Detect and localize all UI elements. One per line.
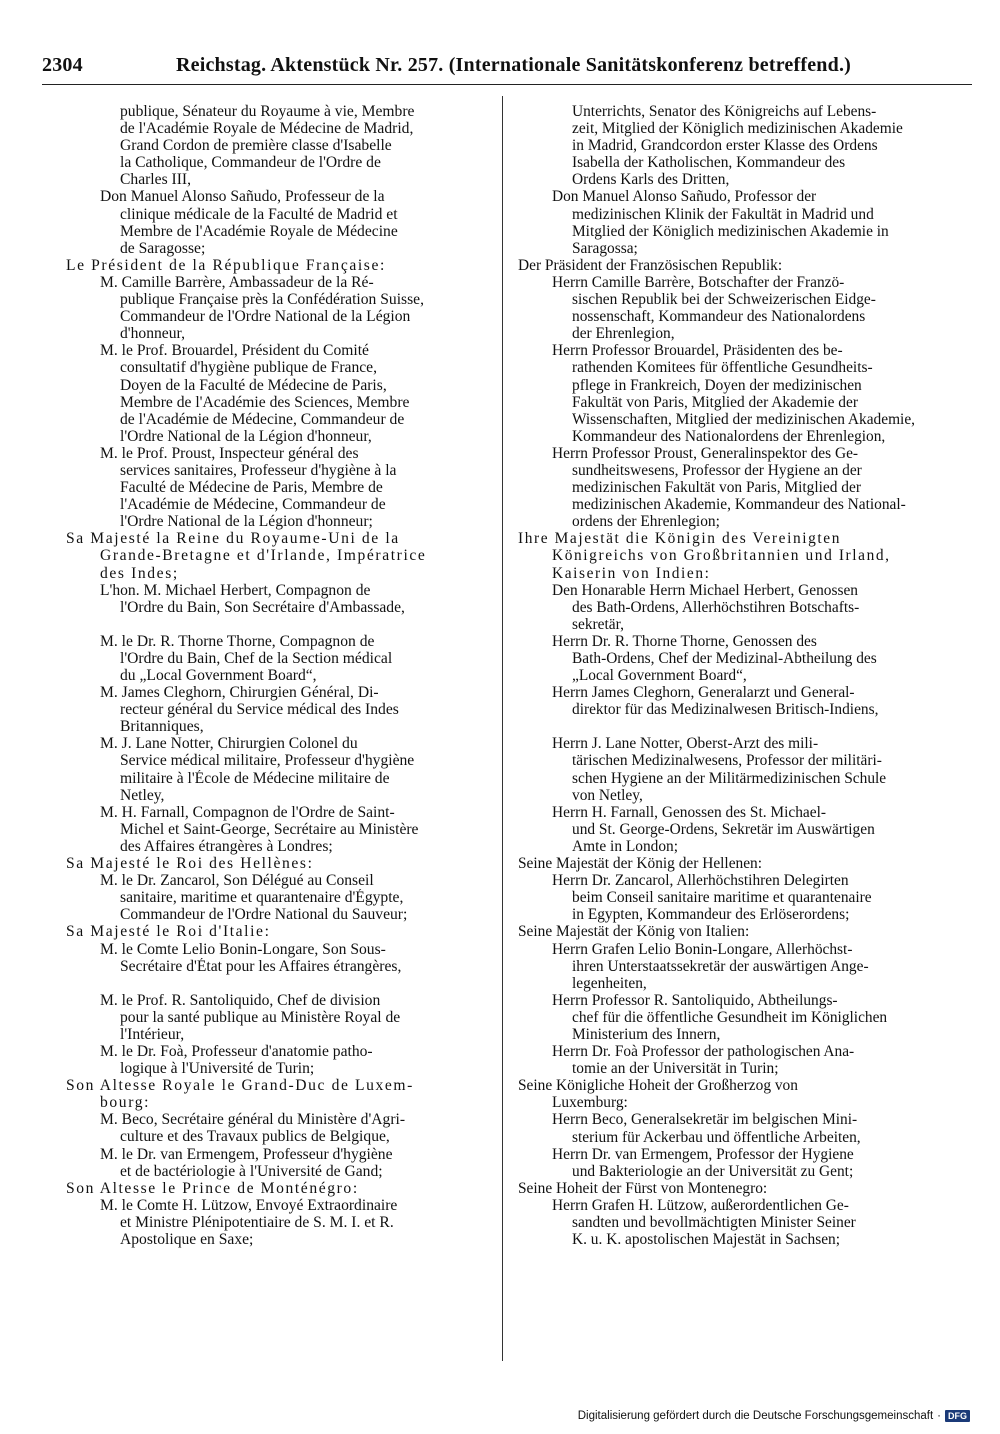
german-text-line: Fakultät von Paris, Mitglied der Akademie der: [572, 393, 858, 411]
german-text-line: zeit, Mitglied der Königlich medizinischen Akademie: [572, 120, 903, 138]
french-text-line: Grand Cordon de première classe d'Isabelle: [120, 137, 392, 155]
french-text-line: [62, 975, 492, 992]
german-text-line: von Netley,: [572, 786, 643, 804]
french-text-line: l'Ordre National de la Légion d'honneur,: [120, 427, 372, 445]
french-text-line: M. H. Farnall, Compagnon de l'Ordre de Saint-: [100, 803, 395, 821]
german-text-line: Kaiserin von Indien:: [552, 564, 711, 582]
german-text-line: schen Hygiene an der Militärmedizinischen Schule: [572, 769, 887, 787]
german-text-line: Unterrichts, Senator des Königreichs auf Lebens-: [572, 103, 877, 120]
dfg-logo: DFG: [945, 1410, 970, 1422]
french-text-line: l'Ordre du Bain, Chef de la Section médical: [120, 649, 393, 667]
german-text-line: Herrn Professor Proust, Generalinspektor des Ge-: [552, 444, 859, 462]
french-text-line: Charles III,: [120, 171, 192, 189]
german-text-line: ordens der Ehrenlegion;: [572, 513, 720, 531]
german-text-line: medizinischen Akademie, Kommandeur des National-: [572, 496, 906, 514]
french-text-line: Sa Majesté la Reine du Royaume-Uni de la: [66, 530, 400, 548]
french-text-line: la Catholique, Commandeur de l'Ordre de: [120, 154, 381, 172]
german-text-line: K. u. K. apostolischen Majestät in Sachsen;: [572, 1231, 841, 1249]
running-title: Reichstag. Aktenstück Nr. 257. (Internationale Sanitätskonferenz betreffend.): [176, 54, 852, 76]
german-text-line: beim Conseil sanitaire maritime et quarantenaire: [572, 889, 872, 907]
french-text-line: des Indes;: [100, 564, 179, 582]
german-text-line: Amte in London;: [572, 837, 679, 855]
french-text-line: Membre de l'Académie Royale de Médecine: [120, 222, 398, 240]
french-text-line: du „Local Government Board“,: [120, 667, 317, 684]
german-text-line: direktor für das Medizinalwesen Britisch-Indiens,: [572, 701, 879, 719]
german-text-line: Herrn Grafen Lelio Bonin-Longare, Allerhöchst-: [552, 940, 853, 958]
german-text-line: sischen Republik bei der Schweizerischen Eidge-: [572, 291, 876, 309]
french-text-line: Son Altesse le Prince de Monténégro:: [66, 1179, 359, 1197]
german-text-line: Herrn Dr. Foà Professor der pathologischen Ana-: [552, 1043, 855, 1061]
french-text-line: l'Académie de Médecine, Commandeur de: [120, 496, 386, 514]
french-text-line: consultatif d'hygiène publique de France,: [120, 359, 377, 377]
german-text-line: sandten und bevollmächtigten Minister Seiner: [572, 1214, 856, 1231]
german-text-line: legenheiten,: [572, 974, 647, 992]
french-text-line: M. Beco, Secrétaire général du Ministère d'Agri-: [100, 1111, 406, 1129]
german-text-line: Der Präsident der Französischen Republik:: [518, 256, 783, 274]
german-text-line: des Bath-Ordens, Allerhöchstihren Botschafts-: [572, 598, 860, 616]
german-text-line: Herrn Camille Barrère, Botschafter der Franzö-: [552, 273, 845, 291]
french-text-line: Sa Majesté le Roi des Hellènes:: [66, 855, 314, 873]
french-text-line: clinique médicale de la Faculté de Madrid et: [120, 205, 398, 223]
german-text-line: Bath-Ordens, Chef der Medizinal-Abtheilung des: [572, 650, 877, 667]
french-text-line: M. le Dr. Foà, Professeur d'anatomie patho-: [100, 1042, 373, 1060]
french-text-line: Grande-Bretagne et d'Irlande, Impératrice: [100, 547, 427, 565]
french-text-line: Don Manuel Alonso Sañudo, Professeur de la: [100, 188, 385, 206]
german-text-line: der Ehrenlegion,: [572, 325, 675, 343]
german-text-line: [514, 718, 974, 735]
french-text-line: culture et des Travaux publics de Belgique,: [120, 1128, 390, 1146]
german-text-line: Herrn James Cleghorn, Generalarzt und General-: [552, 684, 855, 702]
german-text-line: tärischen Medizinalwesens, Professor der militäri-: [572, 752, 882, 770]
german-text-line: chef für die öffentliche Gesundheit im Königlichen: [572, 1008, 888, 1026]
french-text-line: M. le Dr. Zancarol, Son Délégué au Conseil: [100, 872, 374, 890]
french-text-line: l'Intérieur,: [120, 1025, 185, 1043]
french-text-line: L'hon. M. Michael Herbert, Compagnon de: [100, 581, 371, 599]
german-text-line: Herrn H. Farnall, Genossen des St. Michael-: [552, 803, 826, 821]
german-text-line: Seine Hoheit der Fürst von Montenegro:: [518, 1179, 768, 1197]
french-text-line: M. le Comte Lelio Bonin-Longare, Son Sous-: [100, 940, 386, 958]
footer-text: Digitalisierung gefördert durch die Deutsche Forschungsgemeinschaft: [577, 1410, 934, 1422]
german-text-line: Königreichs von Großbritannien und Irland,: [552, 547, 891, 565]
french-text-line: militaire à l'École de Médecine militaire de: [120, 769, 390, 787]
french-text-line: [62, 616, 492, 633]
german-text-line: nossenschaft, Kommandeur des Nationalordens: [572, 308, 866, 326]
german-text-line: Herrn Dr. Zancarol, Allerhöchstihren Delegirten: [552, 872, 849, 890]
french-text-line: Service médical militaire, Professeur d'hygiène: [120, 752, 415, 770]
french-text-line: publique, Sénateur du Royaume à vie, Membre: [120, 103, 415, 120]
french-text-line: M. le Comte H. Lützow, Envoyé Extraordinaire: [100, 1196, 398, 1214]
footer-credit: Digitalisierung gefördert durch die Deutsche Forschungsgemeinschaft · DFG: [578, 1410, 970, 1422]
german-text-line: Herrn Dr. van Ermengem, Professor der Hygiene: [552, 1145, 854, 1163]
french-text-line: et de bactériologie à l'Université de Gand;: [120, 1162, 383, 1180]
german-text-line: Isabella der Katholischen, Kommandeur des: [572, 154, 846, 172]
french-text-line: Commandeur de l'Ordre National de la Légion: [120, 308, 411, 326]
german-text-line: Mitglied der Königlich medizinischen Akademie in: [572, 222, 889, 240]
german-text-line: in Madrid, Grandcordon erster Klasse des Ordens: [572, 137, 878, 155]
header-rule: [42, 84, 972, 85]
german-text-line: Seine Königliche Hoheit der Großherzog von: [518, 1077, 798, 1095]
german-text-line: in Egypten, Kommandeur des Erlöserordens;: [572, 906, 850, 924]
french-text-line: Michel et Saint-George, Secrétaire au Ministère: [120, 820, 419, 838]
french-text-line: Membre de l'Académie des Sciences, Membre: [120, 393, 410, 411]
french-text-line: l'Ordre National de la Légion d'honneur;: [120, 513, 373, 531]
german-column: [514, 103, 974, 1248]
german-text-line: Ordens Karls des Dritten,: [572, 171, 730, 189]
french-text-line: de l'Académie de Médecine, Commandeur de: [120, 410, 405, 428]
german-text-line: Kommandeur des Nationalordens der Ehrenlegion,: [572, 427, 886, 445]
german-text-line: Don Manuel Alonso Sañudo, Professor der: [552, 188, 817, 206]
french-text-line: M. J. Lane Notter, Chirurgien Colonel du: [100, 735, 358, 753]
french-text-line: M. James Cleghorn, Chirurgien Général, Di-: [100, 684, 379, 702]
german-text-line: medizinischen Klinik der Fakultät in Madrid und: [572, 205, 874, 223]
french-text-line: Secrétaire d'État pour les Affaires étrangères,: [120, 957, 402, 975]
column-divider: [502, 96, 503, 1361]
french-text-line: Son Altesse Royale le Grand-Duc de Luxem-: [66, 1077, 414, 1095]
french-text-line: M. le Prof. Brouardel, Président du Comité: [100, 342, 369, 360]
french-text-line: Faculté de Médecine de Paris, Membre de: [120, 479, 383, 497]
german-text-line: Saragossa;: [572, 239, 638, 257]
french-text-line: d'honneur,: [120, 325, 185, 343]
french-text-line: l'Ordre du Bain, Son Secrétaire d'Ambassade,: [120, 598, 405, 616]
french-text-line: recteur général du Service médical des Indes: [120, 701, 399, 719]
french-text-line: publique Française près la Confédération Suisse,: [120, 291, 425, 309]
french-text-line: sanitaire, maritime et quarantenaire d'Égypte,: [120, 889, 404, 907]
german-text-line: „Local Government Board“,: [572, 667, 747, 685]
page-header: [42, 54, 972, 82]
french-text-line: Netley,: [120, 786, 165, 804]
german-text-line: Herrn Professor Brouardel, Präsidenten des be-: [552, 342, 843, 360]
german-text-line: tomie an der Universität in Turin;: [572, 1060, 779, 1078]
german-text-line: Herrn Beco, Generalsekretär im belgischen Mini-: [552, 1111, 858, 1129]
french-text-line: services sanitaires, Professeur d'hygiène à la: [120, 461, 397, 479]
german-text-line: Wissenschaften, Mitglied der medizinischen Akademie,: [572, 410, 916, 428]
french-text-line: Sa Majesté le Roi d'Italie:: [66, 923, 271, 941]
german-text-line: pflege in Frankreich, Doyen der medizinischen: [572, 376, 862, 394]
german-text-line: Seine Majestät der König von Italien:: [518, 923, 750, 941]
german-text-line: sekretär,: [572, 615, 624, 633]
german-text-line: medizinischen Fakultät von Paris, Mitglied der: [572, 479, 861, 497]
french-text-line: Doyen de la Faculté de Médecine de Paris,: [120, 376, 387, 394]
french-text-line: des Affaires étrangères à Londres;: [120, 837, 333, 855]
french-text-line: logique à l'Université de Turin;: [120, 1060, 315, 1078]
german-text-line: Herrn Grafen H. Lützow, außerordentlichen Ge-: [552, 1196, 849, 1214]
french-text-line: Britanniques,: [120, 718, 204, 736]
french-text-line: M. le Prof. Proust, Inspecteur général des: [100, 444, 359, 462]
french-text-line: Apostolique en Saxe;: [120, 1231, 254, 1248]
german-text-line: Herrn Professor R. Santoliquido, Abtheilungs-: [552, 991, 838, 1009]
german-text-line: Seine Majestät der König der Hellenen:: [518, 855, 763, 873]
french-column: [62, 103, 492, 1248]
german-text-line: sundheitswesens, Professor der Hygiene an der: [572, 461, 862, 479]
french-text-line: pour la santé publique au Ministère Royal de: [120, 1008, 401, 1026]
german-text-line: und St. George-Ordens, Sekretär im Auswärtigen: [572, 820, 875, 838]
german-text-line: ihren Unterstaatssekretär der auswärtigen Ange-: [572, 957, 869, 975]
french-text-line: de Saragosse;: [120, 239, 206, 257]
french-text-line: de l'Académie Royale de Médecine de Madrid,: [120, 120, 414, 138]
french-text-line: M. le Prof. R. Santoliquido, Chef de division: [100, 991, 381, 1009]
german-text-line: und Bakteriologie an der Universität zu Gent;: [572, 1162, 854, 1180]
german-text-line: Ihre Majestät die Königin des Vereinigten: [518, 530, 842, 548]
german-text-line: Herrn J. Lane Notter, Oberst-Arzt des mili-: [552, 735, 819, 753]
french-text-line: Commandeur de l'Ordre National du Sauveur;: [120, 906, 408, 924]
french-text-line: M. le Dr. R. Thorne Thorne, Compagnon de: [100, 632, 375, 650]
german-text-line: Luxemburg:: [552, 1094, 628, 1112]
french-text-line: Le Président de la République Française:: [66, 256, 386, 274]
french-text-line: M. le Dr. van Ermengem, Professeur d'hygiène: [100, 1145, 393, 1163]
french-text-line: M. Camille Barrère, Ambassadeur de la Ré-: [100, 273, 374, 291]
german-text-line: sterium für Ackerbau und öffentliche Arbeiten,: [572, 1128, 861, 1146]
german-text-line: Den Honarable Herrn Michael Herbert, Genossen: [552, 581, 858, 599]
german-text-line: Herrn Dr. R. Thorne Thorne, Genossen des: [552, 632, 817, 650]
german-text-line: Ministerium des Innern,: [572, 1025, 721, 1043]
french-text-line: et Ministre Plénipotentiaire de S. M. I. et R.: [120, 1213, 394, 1231]
french-text-line: bourg:: [100, 1094, 151, 1112]
german-text-line: rathenden Komitees für öffentliche Gesundheits-: [572, 359, 873, 377]
page-number: 2304: [42, 54, 83, 76]
